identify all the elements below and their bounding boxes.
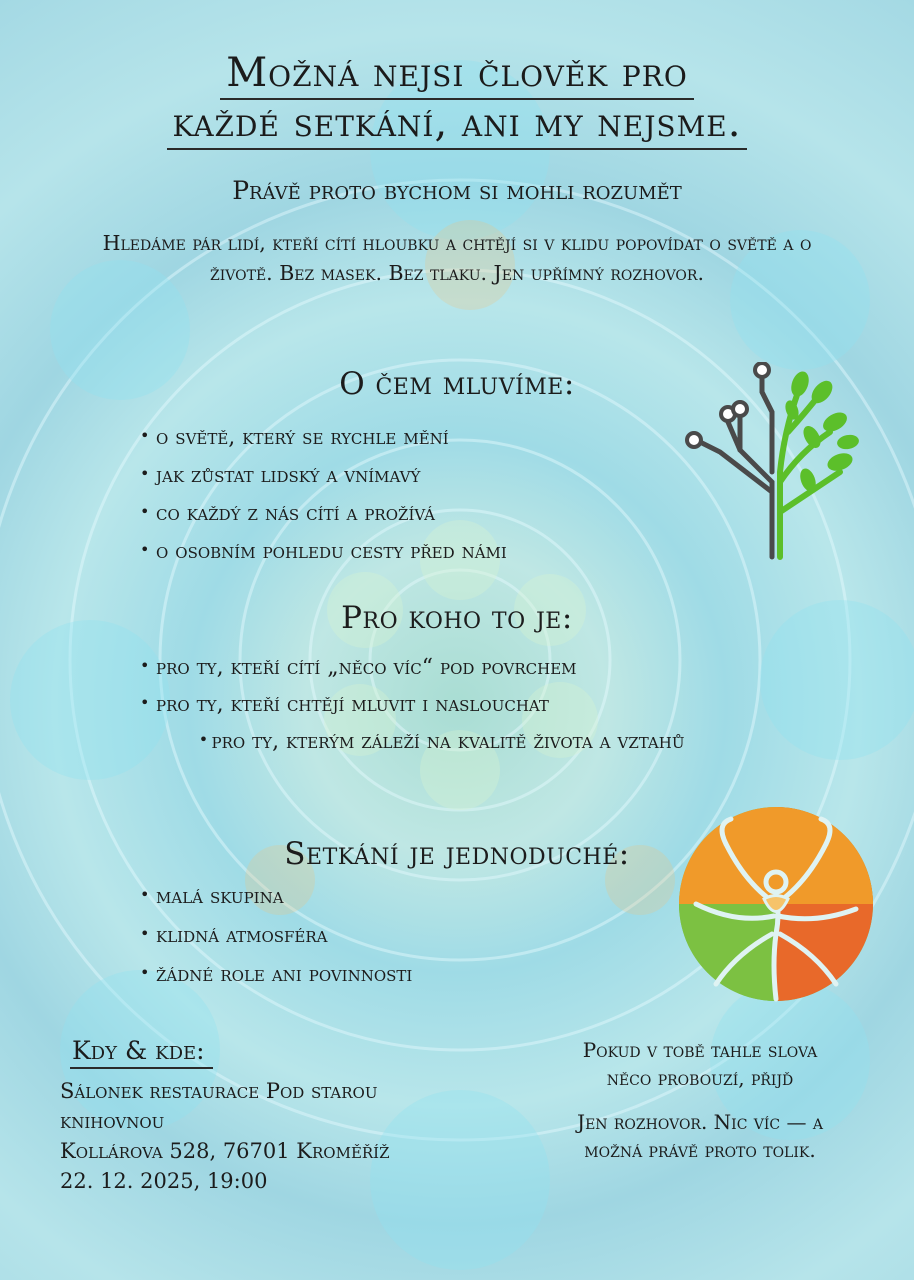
list-item: • pro ty, kteří chtějí mluvit i naslouchat (140, 685, 780, 722)
when-where-details (60, 1076, 480, 1196)
intro-paragraph: Hledáme pár lidí, kteří cítí hloubku a chtějí si v klidu popovídat o světě a o životě. Bez masek. Bez tlaku. Jen upřímný rozhovor. (102, 231, 812, 285)
closing-invite: Pokud v tobě tahle slova něco probouzí, přijď (582, 1038, 818, 1090)
list-item: • pro ty, kteří cítí „něco víc“ pod povrchem (140, 648, 780, 685)
subtitle: Právě proto bychom si mohli rozumět (232, 176, 682, 205)
title-line-1 (0, 50, 914, 100)
closing-block (520, 1036, 880, 1180)
orange-green-emblem-icon (676, 804, 876, 1004)
format-list (140, 876, 412, 993)
title-line-2 (0, 100, 914, 150)
audience-list (140, 648, 780, 759)
list-item: • malá skupina (140, 876, 412, 915)
list-item: • o světě, který se rychle mění (140, 418, 507, 456)
list-item: • co každý z nás cítí a prožívá (140, 494, 507, 532)
list-item: • jak zůstat lidský a vnímavý (140, 456, 507, 494)
venue-line: Sálonek restaurace Pod starou knihovnou (60, 1079, 378, 1133)
format-heading: Setkání je jednoduché: (284, 836, 630, 872)
audience-heading: Pro koho to je: (341, 600, 573, 636)
topics-list (140, 418, 507, 570)
topics-heading: O čem mluvíme: (339, 366, 575, 402)
list-item: • žádné role ani povinnosti (140, 954, 412, 993)
when-where-heading: Kdy & kde: (70, 1036, 213, 1069)
title-text-2: každé setkání, ani my nejsme. (167, 100, 748, 150)
list-item: • o osobním pohledu cesty před námi (140, 532, 507, 570)
closing-tagline: Jen rozhovor. Nic víc — a možná právě proto tolik. (577, 1110, 823, 1162)
circuit-tree-icon (680, 362, 860, 562)
datetime-line: 22. 12. 2025, 19:00 (60, 1169, 268, 1193)
title-text-1: Možná nejsi člověk pro (220, 50, 694, 100)
list-item: • klidná atmosféra (140, 915, 412, 954)
address-line: Kollárova 528, 76701 Kroměříž (60, 1139, 390, 1163)
list-item: • pro ty, kterým záleží na kvalitě života a vztahů (140, 722, 740, 759)
